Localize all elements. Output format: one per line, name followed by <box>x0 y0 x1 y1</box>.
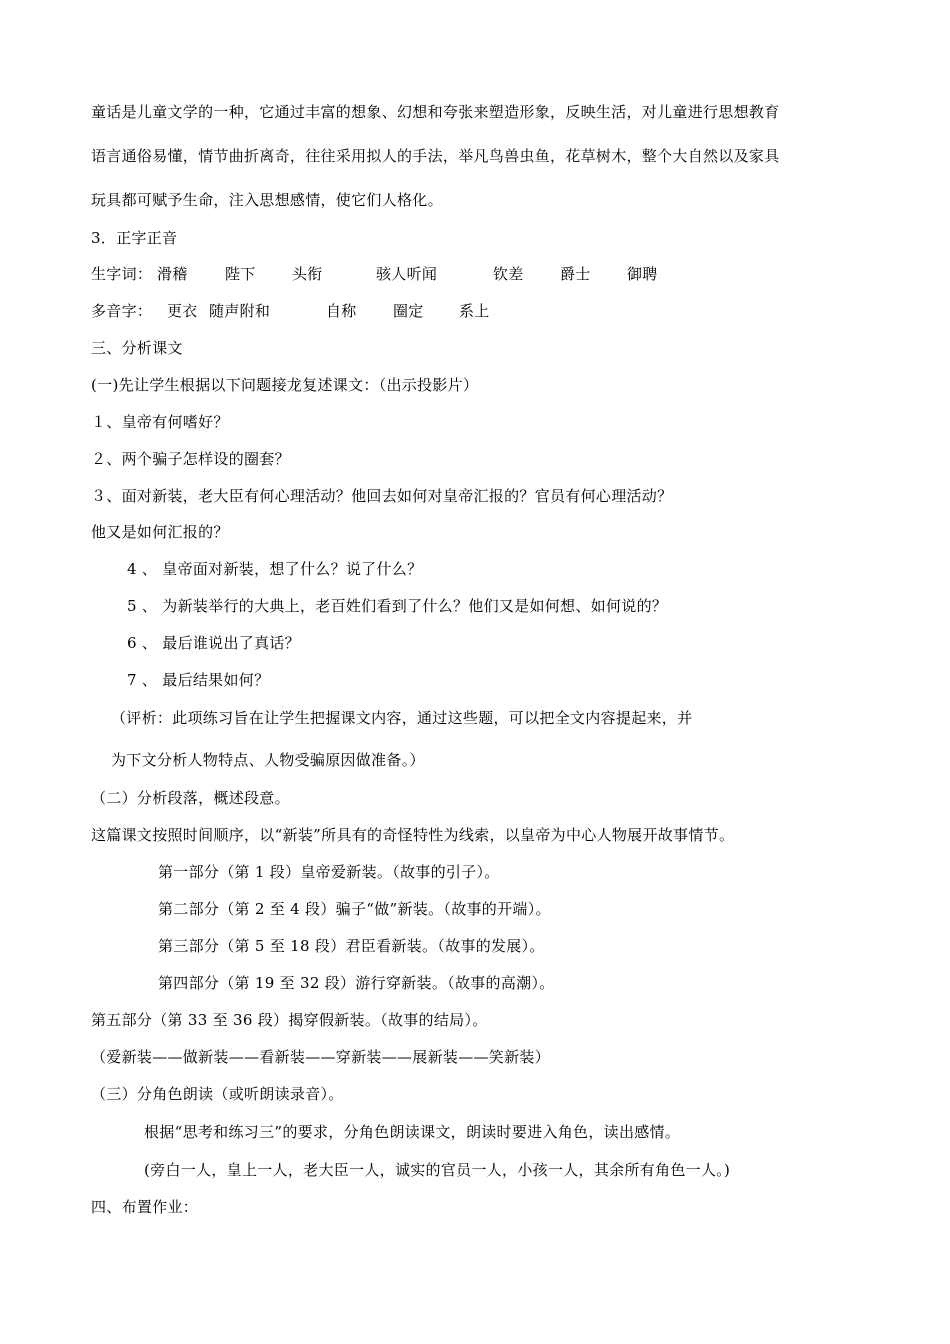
polyphone-word: 更衣 <box>167 302 198 320</box>
comment-line-1: （评析：此项练习旨在让学生把握课文内容，通过这些题，可以把全文内容提起来，并 <box>111 709 693 727</box>
question-item: ３、面对新装，老大臣有何心理活动？他回去如何对皇帝汇报的？官员有何心理活动？ <box>91 487 673 505</box>
question-item: 5 、 为新装举行的大典上，老百姓们看到了什么？他们又是如何想、如何说的？ <box>127 597 668 615</box>
part2-heading: （二）分析段落，概述段意。 <box>91 789 290 807</box>
part-summary-item: 第四部分（第 19 至 32 段）游行穿新装。（故事的高潮）。 <box>158 974 555 992</box>
part-summary-item: 第二部分（第 2 至 4 段）骗子“做”新装。（故事的开端）。 <box>158 900 551 918</box>
section-heading-correct-pronunciation: 3．正字正音 <box>91 229 178 247</box>
vocab-label: 生字词： <box>91 265 153 283</box>
vocab-word: 钦差 <box>493 265 524 283</box>
part3-heading: （三）分角色朗读（或听朗读录音）。 <box>91 1085 344 1103</box>
section-heading-analysis: 三、分析课文 <box>91 339 183 357</box>
question-item: ２、两个骗子怎样设的圈套？ <box>91 450 290 468</box>
vocab-row <box>91 264 691 284</box>
polyphone-row <box>91 301 691 321</box>
polyphone-word: 圈定 <box>393 302 424 320</box>
part3-line-2: (旁白一人，皇上一人，老大臣一人，诚实的官员一人，小孩一人，其余所有角色一人。) <box>144 1161 731 1179</box>
vocab-word: 爵士 <box>560 265 591 283</box>
intro-line-1: 童话是儿童文学的一种，它通过丰富的想象、幻想和夸张来塑造形象，反映生活，对儿童进行思想教育 <box>91 103 780 121</box>
part-summary-item: 第五部分（第 33 至 36 段）揭穿假新装。（故事的结局）。 <box>91 1011 488 1029</box>
question-item-continuation: 他又是如何汇报的？ <box>91 523 229 541</box>
question-item: 6 、 最后谁说出了真话？ <box>127 634 300 652</box>
plot-summary: （爱新装——做新装——看新装——穿新装——展新装——笑新装） <box>91 1048 551 1066</box>
section-heading-homework: 四、布置作业： <box>91 1198 199 1216</box>
comment-line-2: 为下文分析人物特点、人物受骗原因做准备。） <box>111 751 425 769</box>
polyphone-word: 自称 <box>326 302 357 320</box>
vocab-word: 头衔 <box>292 265 323 283</box>
intro-line-3: 玩具都可赋予生命，注入思想感情，使它们人格化。 <box>91 191 443 209</box>
vocab-word: 骇人听闻 <box>376 265 438 283</box>
polyphone-label: 多音字： <box>91 302 153 320</box>
question-item: １、皇帝有何嗜好？ <box>91 413 229 431</box>
part3-line-1: 根据“思考和练习三”的要求，分角色朗读课文，朗读时要进入角色，读出感情。 <box>144 1123 681 1141</box>
intro-line-2: 语言通俗易懂，情节曲折离奇，往往采用拟人的手法，举凡鸟兽虫鱼，花草树木，整个大自然以及家具 <box>91 147 780 165</box>
part-summary-item: 第一部分（第 1 段）皇帝爱新装。（故事的引子）。 <box>158 863 500 881</box>
vocab-word: 御聘 <box>627 265 658 283</box>
question-item: 7 、 最后结果如何？ <box>127 671 270 689</box>
part-summary-item: 第三部分（第 5 至 18 段）君臣看新装。（故事的发展）。 <box>158 937 545 955</box>
vocab-word: 滑稽 <box>157 265 188 283</box>
part1-heading: (一)先让学生根据以下问题接龙复述课文：（出示投影片） <box>91 376 479 394</box>
question-item: 4 、 皇帝面对新装，想了什么？说了什么？ <box>127 560 423 578</box>
polyphone-word: 随声附和 <box>209 302 271 320</box>
vocab-word: 陛下 <box>225 265 256 283</box>
part2-intro: 这篇课文按照时间顺序，以“新装”所具有的奇怪特性为线索，以皇帝为中心人物展开故事情节。 <box>91 826 735 844</box>
polyphone-word: 系上 <box>459 302 490 320</box>
